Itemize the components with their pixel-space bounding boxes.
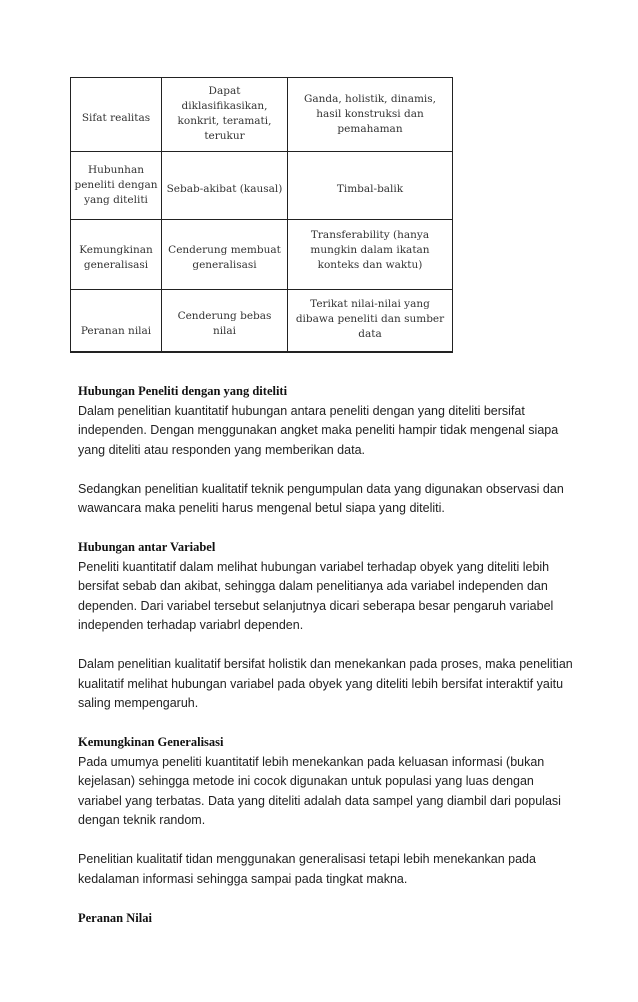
table-cell: Cenderung membuat generalisasi: [162, 220, 288, 290]
document-body: [78, 382, 578, 928]
paragraph: Sedangkan penelitian kualitatif teknik pengumpulan data yang digunakan observasi dan wawancara maka peneliti harus mengenal betul siapa yang diteliti.: [78, 481, 564, 515]
section-heading: Peranan Nilai: [78, 910, 152, 925]
section-hubungan-variabel: [78, 538, 578, 714]
paragraph: Penelitian kualitatif tidan menggunakan generalisasi tetapi lebih menekankan pada kedalaman informasi sehingga sampai pada tingkat makna.: [78, 852, 536, 886]
table-cell: Ganda, holistik, dinamis, hasil konstruksi dan pemahaman: [288, 78, 453, 152]
table-cell: Sebab-akibat (kausal): [162, 152, 288, 220]
table-cell: Dapat diklasifikasikan, konkrit, teramati, terukur: [162, 78, 288, 152]
paragraph: Pada umumya peneliti kuantitatif lebih menekankan pada keluasan informasi (bukan kejelasan) sehingga metode ini cocok digunakan untuk populasi yang luas dengan variabel yang terbatas. Data yang diteliti adalah data sampel yang diambil dari populasi dengan teknik random.: [78, 754, 561, 827]
paragraph: Dalam penelitian kuantitatif hubungan antara peneliti dengan yang diteliti bersifat independen. Dengan menggunakan angket maka peneliti hampir tidak mengenal siapa yang diteliti atau responden yang memberikan data.: [78, 403, 559, 457]
table-cell: Terikat nilai-nilai yang dibawa peneliti dan sumber data: [288, 290, 453, 352]
comparison-table: [70, 77, 453, 353]
table-row: [71, 152, 453, 220]
paragraph: Peneliti kuantitatif dalam melihat hubungan variabel terhadap obyek yang diteliti lebih bersifat sebab dan akibat, sehingga dalam penelitianya ada variabel independen dan dependen. Dari variabel tersebut selanjutnya dicari seberapa besar pengaruh variabel independen terhadap variabrl dependen.: [78, 559, 554, 632]
table-cell: Sifat realitas: [71, 78, 162, 152]
table-row: [71, 290, 453, 352]
section-generalisasi: [78, 733, 578, 889]
section-peranan-nilai: [78, 909, 578, 929]
section-heading: Hubungan Peneliti dengan yang diteliti: [78, 384, 288, 398]
table-row: [71, 78, 453, 152]
table-cell: Timbal-balik: [288, 152, 453, 220]
section-hubungan-peneliti: [78, 382, 578, 519]
table-cell: Peranan nilai: [71, 290, 162, 352]
table-cell: Transferability (hanya mungkin dalam ikatan konteks dan waktu): [288, 220, 453, 290]
table-cell: Hubunhan peneliti dengan yang diteliti: [71, 152, 162, 220]
section-heading: Hubungan antar Variabel: [78, 540, 216, 554]
section-heading: Kemungkinan Generalisasi: [78, 735, 224, 749]
table-cell: Cenderung bebas nilai: [162, 290, 288, 352]
table-cell: Kemungkinan generalisasi: [71, 220, 162, 290]
table-row: [71, 220, 453, 290]
paragraph: Dalam penelitian kualitatif bersifat holistik dan menekankan pada proses, maka penelitian kualitatif melihat hubungan variabel pada obyek yang diteliti lebih bersifat interaktif yaitu saling mempengaruh.: [78, 657, 573, 710]
